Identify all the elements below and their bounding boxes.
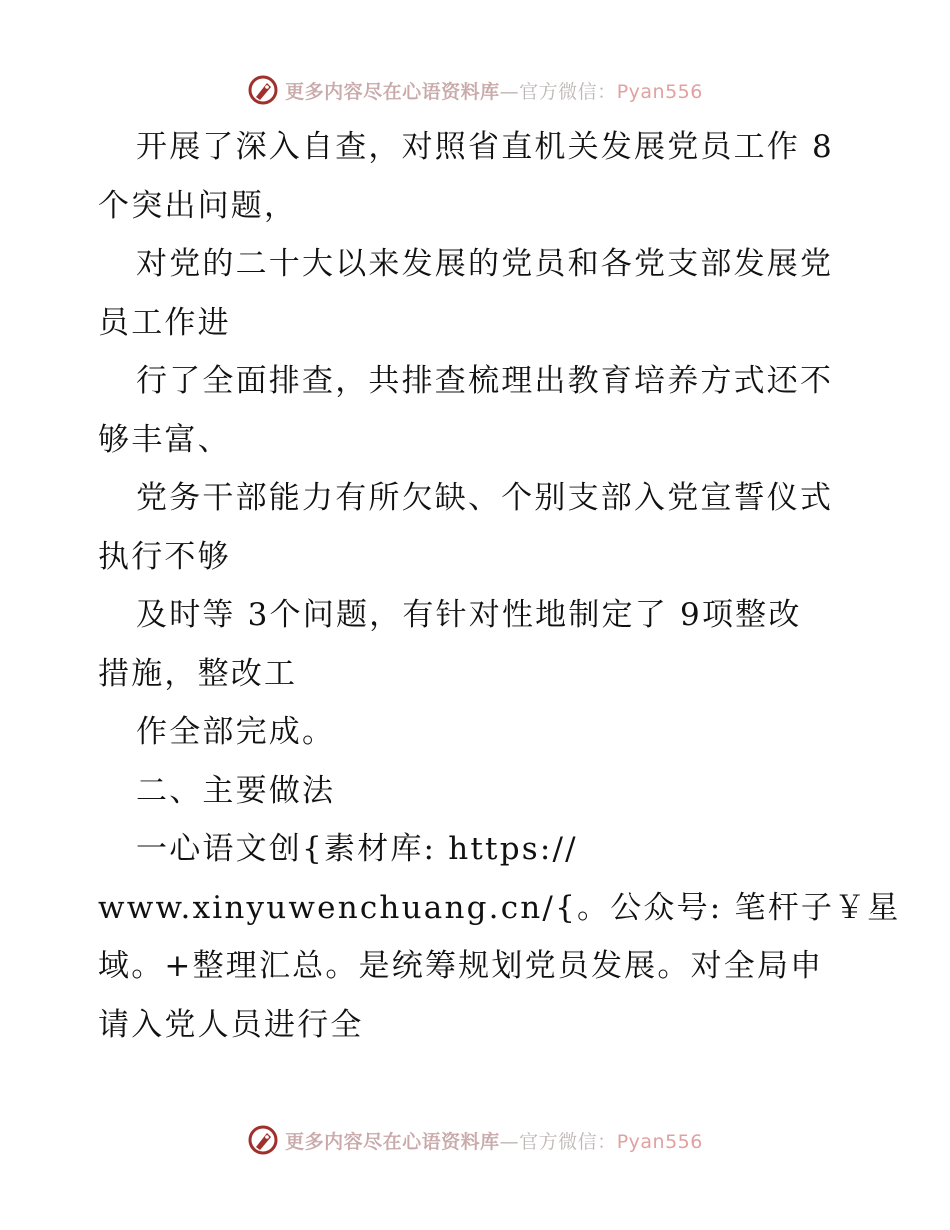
text-line: 作全部完成。 [136, 714, 336, 750]
text-line: 个突出问题， [98, 187, 298, 224]
text-line: 对党的二十大以来发展的党员和各党支部发展党 [136, 246, 834, 282]
footer-wechat-id: Pyan556 [616, 1130, 703, 1153]
footer-banner [0, 1120, 950, 1160]
text-line: 及时等 3个问题，有针对性地制定了 9项整改 [136, 597, 802, 633]
text-line: 党务干部能力有所欠缺、个别支部入党宣誓仪式 [136, 480, 834, 516]
text-line: 二、主要做法 [136, 772, 336, 809]
fountain-pen-logo-icon [247, 1124, 279, 1156]
text-line: 一心语文创{素材库: https:// [136, 831, 578, 867]
text-line: 行了全面排查，共排查梳理出教育培养方式还不 [136, 363, 834, 399]
footer-banner-text [285, 1127, 703, 1154]
header-wechat-label: —官方微信： [499, 80, 617, 103]
document-body [98, 118, 901, 1054]
text-line: 请入党人员进行全 [98, 1006, 364, 1043]
text-line: 措施，整改工 [98, 655, 298, 692]
header-banner [0, 70, 950, 110]
header-wechat-id: Pyan556 [616, 80, 703, 103]
text-line: 够丰富、 [98, 421, 231, 458]
footer-wechat-label: —官方微信： [499, 1130, 617, 1153]
text-line: 员工作进 [98, 304, 231, 341]
header-brand-text: 更多内容尽在心语资料库 [285, 80, 500, 103]
footer-brand-text: 更多内容尽在心语资料库 [285, 1130, 500, 1153]
fountain-pen-logo-icon [247, 74, 279, 106]
text-line: 开展了深入自查，对照省直机关发展党员工作 8 [136, 129, 834, 165]
text-line: www.xinyuwenchuang.cn/{。公众号: 笔杆子￥星 [98, 889, 901, 926]
text-line: 域。+整理汇总。是统筹规划党员发展。对全局申 [98, 948, 824, 984]
text-line: 执行不够 [98, 538, 231, 575]
header-banner-text [285, 77, 703, 104]
